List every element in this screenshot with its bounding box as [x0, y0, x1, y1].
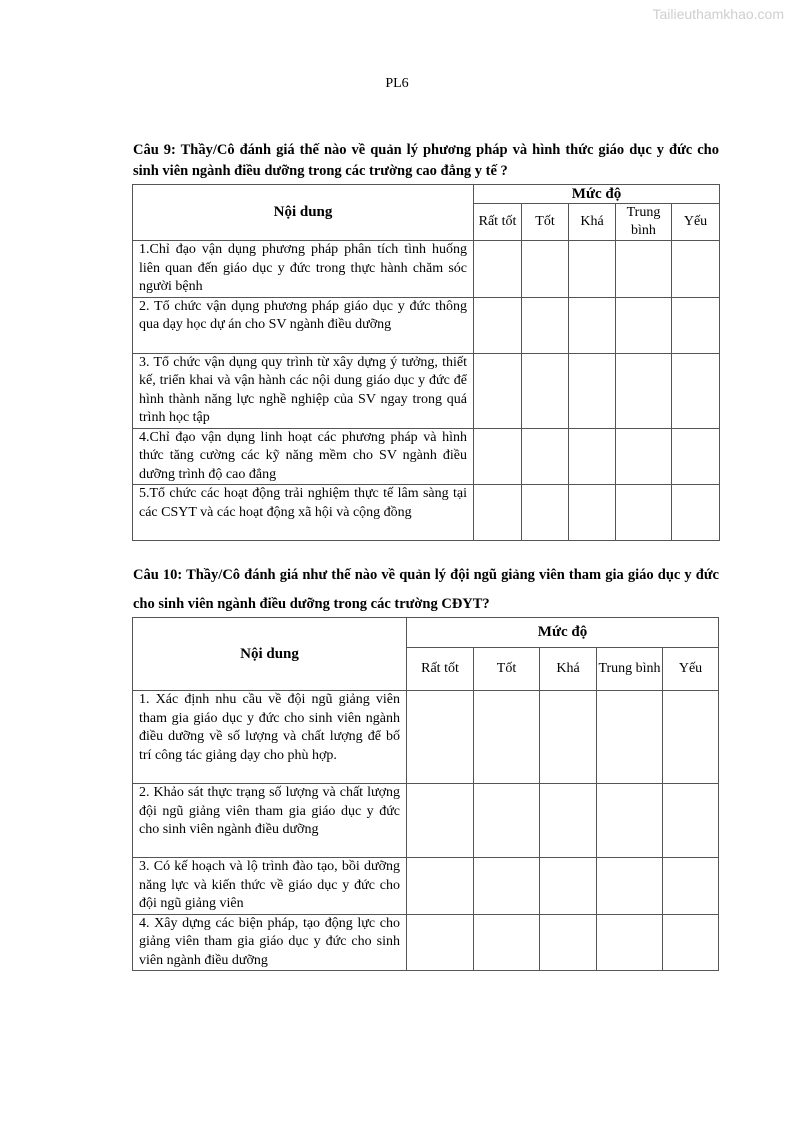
rating-cell[interactable]: [569, 297, 616, 353]
rating-cell[interactable]: [407, 691, 474, 784]
rating-cell[interactable]: [474, 428, 522, 485]
row-content: 1. Xác định nhu cầu về đội ngũ giảng viên tham gia giáo dục y đức cho sinh viên ngành điều dưỡng về số lượng và chất lượng để bố trí công tác giảng dạy cho phù hợp.: [133, 691, 407, 784]
rating-cell[interactable]: [474, 241, 522, 298]
table-row: [133, 485, 720, 541]
level-good: Tốt: [522, 204, 569, 241]
rating-cell[interactable]: [474, 485, 522, 541]
rating-cell[interactable]: [522, 428, 569, 485]
header-content: Nội dung: [133, 185, 474, 241]
rating-cell[interactable]: [672, 241, 720, 298]
table-row: [133, 428, 720, 485]
level-good: Tốt: [474, 648, 540, 691]
rating-cell[interactable]: [569, 485, 616, 541]
level-very-good: Rất tốt: [407, 648, 474, 691]
rating-cell[interactable]: [616, 485, 672, 541]
rating-cell[interactable]: [569, 428, 616, 485]
level-fair: Khá: [569, 204, 616, 241]
row-content: 2. Khảo sát thực trạng số lượng và chất lượng đội ngũ giảng viên tham gia giáo dục y đức cho sinh viên ngành điều dưỡng: [133, 784, 407, 858]
rating-cell[interactable]: [616, 297, 672, 353]
row-content: 1.Chỉ đạo vận dụng phương pháp phân tích tình huống liên quan đến giáo dục y đức trong thực hành chăm sóc người bệnh: [133, 241, 474, 298]
table-row: [133, 353, 720, 428]
table-row: [133, 241, 720, 298]
header-content: Nội dung: [133, 618, 407, 691]
rating-cell[interactable]: [663, 691, 719, 784]
rating-cell[interactable]: [522, 241, 569, 298]
table-row: [133, 297, 720, 353]
watermark: Tailieuthamkhao.com: [652, 6, 784, 22]
level-very-good: Rất tốt: [474, 204, 522, 241]
rating-cell[interactable]: [474, 353, 522, 428]
rating-cell[interactable]: [540, 691, 597, 784]
level-weak: Yếu: [672, 204, 720, 241]
rating-cell[interactable]: [672, 353, 720, 428]
header-level: Mức độ: [407, 618, 719, 648]
header-level: Mức độ: [474, 185, 720, 204]
rating-cell[interactable]: [616, 353, 672, 428]
rating-cell[interactable]: [569, 353, 616, 428]
level-average: Trung bình: [616, 204, 672, 241]
rating-cell[interactable]: [616, 241, 672, 298]
rating-cell[interactable]: [522, 485, 569, 541]
question-10-table: [132, 617, 719, 971]
rating-cell[interactable]: [663, 784, 719, 858]
table-row: [133, 914, 719, 971]
row-content: 3. Tổ chức vận dụng quy trình từ xây dựng ý tưởng, thiết kế, triển khai và vận hành các nội dung giáo dục y đức để hình thành năng lực nghề nghiệp của SV ngay trong quá trình học tập: [133, 353, 474, 428]
row-content: 4. Xây dựng các biện pháp, tạo động lực cho giảng viên tham gia giáo dục y đức cho sinh viên ngành điều dưỡng: [133, 914, 407, 971]
rating-cell[interactable]: [474, 914, 540, 971]
rating-cell[interactable]: [672, 428, 720, 485]
rating-cell[interactable]: [597, 914, 663, 971]
question-9-title: Câu 9: Thầy/Cô đánh giá thế nào về quản lý phương pháp và hình thức giáo dục y đức cho sinh viên ngành điều dưỡng trong các trường cao đẳng y tế ?: [133, 142, 719, 179]
rating-cell[interactable]: [597, 691, 663, 784]
rating-cell[interactable]: [597, 784, 663, 858]
level-average: Trung bình: [597, 648, 663, 691]
row-content: 5.Tổ chức các hoạt động trải nghiệm thực tế lâm sàng tại các CSYT và các hoạt động xã hội và cộng đồng: [133, 485, 474, 541]
rating-cell[interactable]: [540, 858, 597, 915]
rating-cell[interactable]: [407, 858, 474, 915]
rating-cell[interactable]: [540, 914, 597, 971]
rating-cell[interactable]: [522, 297, 569, 353]
question-9-table: [132, 184, 720, 541]
row-content: 4.Chỉ đạo vận dụng linh hoạt các phương pháp và hình thức tăng cường các kỹ năng mềm cho SV ngành điều dưỡng trình độ cao đẳng: [133, 428, 474, 485]
rating-cell[interactable]: [597, 858, 663, 915]
page-number: PL6: [385, 76, 409, 91]
rating-cell[interactable]: [663, 914, 719, 971]
rating-cell[interactable]: [616, 428, 672, 485]
rating-cell[interactable]: [522, 353, 569, 428]
rating-cell[interactable]: [569, 241, 616, 298]
rating-cell[interactable]: [663, 858, 719, 915]
rating-cell[interactable]: [474, 858, 540, 915]
rating-cell[interactable]: [474, 297, 522, 353]
rating-cell[interactable]: [474, 784, 540, 858]
rating-cell[interactable]: [474, 691, 540, 784]
row-content: 3. Có kế hoạch và lộ trình đào tạo, bồi dưỡng năng lực và kiến thức về giáo dục y đức cho đội ngũ giảng viên: [133, 858, 407, 915]
level-fair: Khá: [540, 648, 597, 691]
rating-cell[interactable]: [407, 914, 474, 971]
level-weak: Yếu: [663, 648, 719, 691]
rating-cell[interactable]: [672, 297, 720, 353]
rating-cell[interactable]: [540, 784, 597, 858]
rating-cell[interactable]: [407, 784, 474, 858]
table-row: [133, 691, 719, 784]
table-row: [133, 858, 719, 915]
row-content: 2. Tổ chức vận dụng phương pháp giáo dục y đức thông qua dạy học dự án cho SV ngành điều dưỡng: [133, 297, 474, 353]
table-row: [133, 784, 719, 858]
question-10-title: Câu 10: Thầy/Cô đánh giá như thế nào về quản lý đội ngũ giảng viên tham gia giáo dục y đức cho sinh viên ngành điều dưỡng trong các trường CĐYT?: [133, 567, 719, 612]
rating-cell[interactable]: [672, 485, 720, 541]
